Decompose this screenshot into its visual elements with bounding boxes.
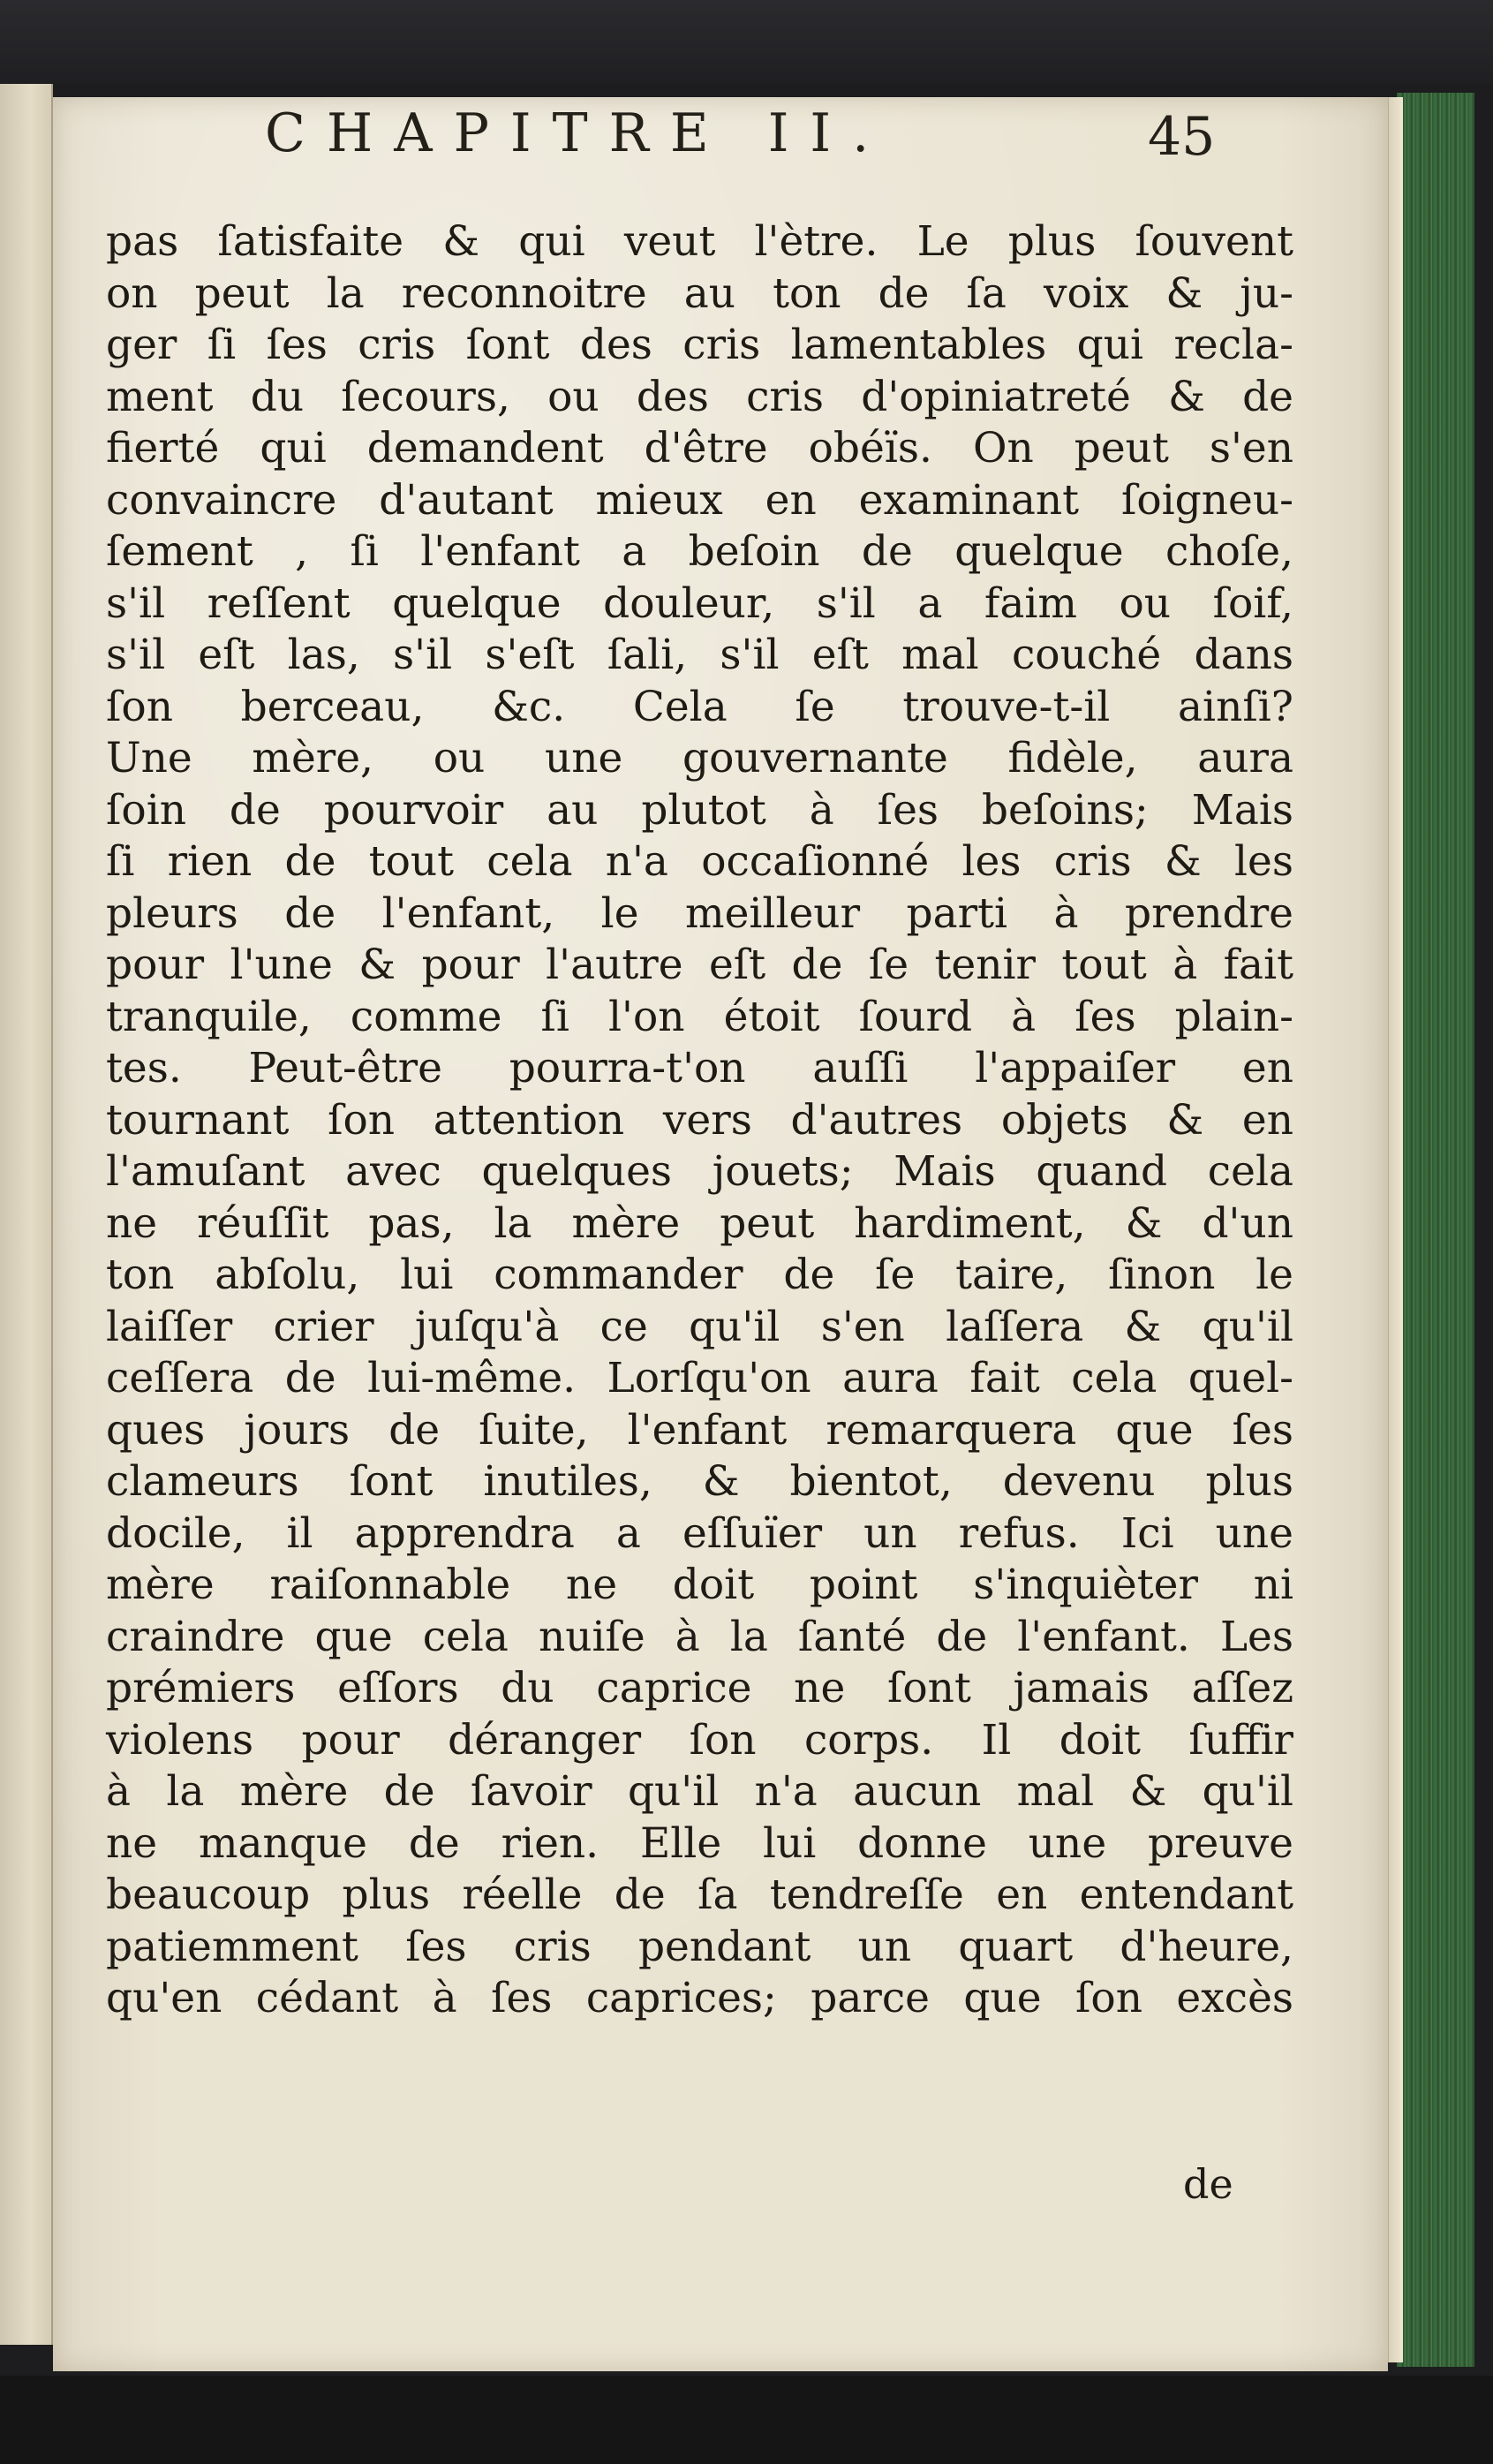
- text-line: s'il reſſent quelque douleur, s'il a faim ou ſoif,: [106, 578, 1293, 628]
- text-line: ſement , ſi l'enfant a beſoin de quelque choſe,: [106, 527, 1293, 576]
- facing-page-edge: [0, 84, 53, 2345]
- text-line: s'il eſt las, s'il s'eſt ſali, s'il eſt mal couché dans: [106, 631, 1293, 679]
- text-line: l'amuſant avec quelques jouets; Mais quand cela: [106, 1147, 1293, 1196]
- body-text: [106, 216, 1293, 2025]
- text-line: ſi rien de tout cela n'a occaſionné les cris & les: [106, 837, 1293, 886]
- text-line: ne manque de rien. Elle lui donne une preuve: [106, 1818, 1293, 1868]
- text-line: beaucoup plus réelle de ſa tendreſſe en entendant: [106, 1871, 1293, 1919]
- text-line: clameurs ſont inutiles, & bientot, devenu plus: [106, 1457, 1293, 1506]
- text-line: fierté qui demandent d'être obéïs. On peut s'en: [106, 424, 1293, 472]
- text-line: prémiers eſſors du caprice ne ſont jamais aſſez: [106, 1664, 1293, 1712]
- text-line: qu'en cédant à ſes caprices; parce que ſon excès: [106, 1974, 1293, 2022]
- text-line: pour l'une & pour l'autre eſt de ſe tenir tout à fait: [106, 941, 1293, 989]
- text-line: ment du ſecours, ou des cris d'opiniatreté & de: [106, 372, 1293, 421]
- text-line: violens pour déranger ſon corps. Il doit ſuffir: [106, 1715, 1293, 1765]
- text-line: tes. Peut-être pourra-t'on auſſi l'appaiſer en: [106, 1044, 1293, 1092]
- text-line: ton abſolu, lui commander de ſe taire, ſinon le: [106, 1251, 1293, 1299]
- text-line: ne réuſſit pas, la mère peut hardiment, & d'un: [106, 1198, 1293, 1248]
- page-number: 45: [1148, 106, 1216, 168]
- text-line: laiſſer crier juſqu'à ce qu'il s'en laſſera & qu'il: [106, 1302, 1293, 1351]
- text-line: Une mère, ou une gouvernante fidèle, aura: [106, 734, 1293, 782]
- text-line: pleurs de l'enfant, le meilleur parti à prendre: [106, 888, 1293, 938]
- page-stack-edge: [1388, 97, 1403, 2362]
- text-line: ſoin de pourvoir au plutot à ſes beſoins; Mais: [106, 785, 1293, 835]
- catchword: de: [1183, 2160, 1233, 2208]
- text-line: patiemment ſes cris pendant un quart d'heure,: [106, 1922, 1293, 1971]
- running-title: CHAPITRE II.: [265, 102, 891, 164]
- book-edge-binding: [1397, 93, 1474, 2367]
- text-line: tranquile, comme ſi l'on étoit ſourd à ſes plain-: [106, 992, 1293, 1041]
- text-line: ques jours de ſuite, l'enfant remarquera que ſes: [106, 1405, 1293, 1455]
- text-line: craindre que cela nuiſe à la ſanté de l'enfant. Les: [106, 1612, 1293, 1661]
- scanner-background-bottom: [0, 2376, 1493, 2464]
- text-line: pas ſatisfaite & qui veut l'ètre. Le plus ſouvent: [106, 217, 1293, 266]
- text-line: ſon berceau, &c. Cela ſe trouve-t-il ainſi?: [106, 682, 1293, 731]
- text-line: à la mère de ſavoir qu'il n'a aucun mal & qu'il: [106, 1767, 1293, 1816]
- scanner-background-top: [0, 0, 1493, 84]
- text-line: ceſſera de lui-même. Lorſqu'on aura fait cela quel-: [106, 1354, 1293, 1402]
- text-line: mère raiſonnable ne doit point s'inquièter ni: [106, 1561, 1293, 1609]
- text-line: tournant ſon attention vers d'autres objets & en: [106, 1095, 1293, 1145]
- text-line: ger ſi ſes cris ſont des cris lamentables qui recla-: [106, 321, 1293, 369]
- text-line: docile, il apprendra a eſſuïer un refus. Ici une: [106, 1508, 1293, 1558]
- text-line: convaincre d'autant mieux en examinant ſoigneu-: [106, 475, 1293, 525]
- text-line: on peut la reconnoitre au ton de ſa voix & ju-: [106, 268, 1293, 318]
